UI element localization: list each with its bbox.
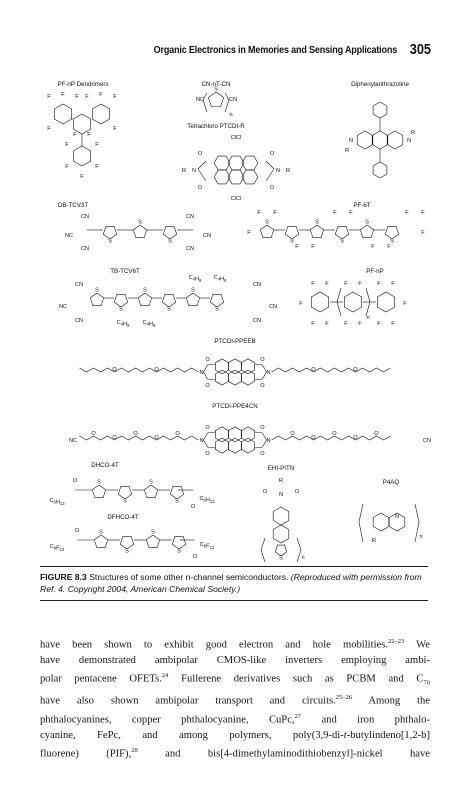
sulfur-atom: S [125, 548, 129, 555]
sulfur-atom: S [123, 498, 127, 505]
nitrile-group: NC [58, 304, 68, 310]
chlorine-atoms: ClCl [230, 196, 242, 202]
bond-line [198, 161, 206, 169]
page-header [40, 42, 431, 62]
thiophene-ring [114, 294, 127, 307]
repeat-bracket [415, 504, 419, 542]
benzene-ring [373, 162, 387, 178]
nitrogen-atom: N [348, 138, 354, 144]
r-group: R [410, 130, 416, 136]
oxygen-atom: O [154, 435, 159, 441]
body-line: have been shown to exhibit good electron and hole mobilities.$^{22-23}$ We [40, 638, 430, 651]
structure-ptcdi-ppeeb [80, 338, 391, 389]
sulfur-atom: S [177, 548, 181, 555]
oxygen-atom: O [353, 367, 358, 373]
benzene-ring [373, 102, 387, 118]
figure-caption [40, 572, 430, 595]
structure-label: DFHCO-4T [107, 514, 139, 521]
fluorine-atom: F [377, 321, 381, 327]
nitrile-group: CN [185, 214, 195, 220]
oxygen-atom: O [353, 435, 358, 441]
fluorine-atom: F [421, 230, 425, 236]
structure-cn-nt-cn [196, 81, 237, 118]
fluorine-atom: F [311, 321, 315, 327]
thiophene-ring [208, 92, 223, 107]
imide-right [254, 432, 266, 440]
nitrogen-atom: N [278, 492, 284, 498]
bond-line [198, 169, 206, 181]
thiophene-ring [144, 485, 157, 498]
structure-pf-np [299, 268, 407, 327]
sulfur-atom: S [97, 479, 101, 486]
fluorine-atom: F [371, 244, 375, 250]
fluorine-atom: F [387, 244, 391, 250]
benzene-ring [273, 507, 289, 525]
oxygen-atom: O [112, 435, 117, 441]
sulfur-atom: S [340, 238, 344, 245]
fluorine-atom: F [87, 132, 91, 138]
oxygen-atom: O [154, 367, 159, 373]
sulfur-atom: S [175, 498, 179, 505]
thiophene-ring [162, 294, 175, 307]
body-line: polar pentacene OFETs.$^{24}$ Fullerene derivatives such as PCBM and $C_{70}$ [40, 671, 430, 687]
butyl-group: $C_4H_9$ [116, 320, 130, 328]
oxygen-atom: O [290, 431, 295, 437]
sulfur-atom: S [290, 238, 294, 245]
thiophene-ring [260, 225, 273, 238]
structure-pf-np-dendrimers [47, 81, 117, 180]
oxygen-atom: O [74, 528, 80, 534]
oxygen-atom: O [190, 504, 196, 510]
benzene-ring [242, 427, 255, 442]
figure-8-3 [35, 72, 435, 564]
thiophene-ring [170, 486, 183, 499]
perfluorohexyl-group: $C_6F_{13}$ [199, 542, 215, 550]
structure-p4aq [359, 479, 423, 544]
oxygen-atom: O [269, 185, 275, 191]
fluorine-atom: F [73, 132, 77, 138]
fluorine-atom: F [257, 210, 261, 216]
structure-tb-tcv6t [59, 268, 277, 328]
imide-left [204, 440, 216, 448]
structure-label: Diphenylanthrazoline [351, 81, 409, 88]
structure-label: Tetrachloro PTCDI-R [187, 123, 245, 130]
benzene-ring [357, 131, 373, 149]
sulfur-atom: S [108, 238, 112, 245]
fluorine-atom: F [311, 281, 315, 287]
fluorine-atom: F [273, 210, 277, 216]
fluorine-atom: F [61, 92, 65, 98]
running-title: Organic Electronics in Memories and Sensing Applications [153, 44, 397, 56]
nitrogen-atom: N [199, 438, 204, 444]
structure-ptcdi-ppe4cn [69, 403, 431, 457]
nitrogen-atom: N [266, 370, 271, 376]
butyl-group: $C_4H_9$ [213, 275, 227, 283]
structure-tetrachloro-ptcdi-r [182, 123, 290, 202]
sulfur-atom: S [215, 306, 219, 313]
oxygen-atom: O [374, 431, 379, 437]
repeat-bracket [297, 538, 301, 562]
fluorine-atom: F [95, 142, 99, 148]
fluorine-atom: F [325, 321, 329, 327]
body-line: have also shown ambipolar transport and circuits.$^{25-26}$ Among the [40, 694, 431, 707]
benzene-ring [242, 370, 255, 385]
nitrile-group: CN [80, 246, 90, 252]
repeat-bracket [359, 504, 363, 542]
nitrogen-atom: N [394, 514, 400, 520]
sulfur-atom: S [119, 306, 123, 313]
benzene-ring [377, 292, 394, 312]
fluorine-atom: F [391, 281, 395, 287]
thiophene-ring [94, 535, 107, 548]
bond-line [266, 161, 274, 169]
thiophene-ring [335, 226, 348, 239]
structure-label: DB-TCV3T [57, 202, 89, 209]
thiophene-ring [90, 293, 103, 306]
thiophene-ring [186, 293, 199, 306]
sulfur-atom: S [279, 555, 283, 562]
repeat-bracket [225, 93, 229, 112]
oxygen-atom: O [260, 451, 265, 457]
oxygen-atom: O [91, 431, 96, 437]
benzene-ring [216, 427, 229, 442]
fluorine-atom: F [377, 281, 381, 287]
body-text [40, 634, 430, 761]
caption-bottom-rule [40, 600, 428, 601]
thiophene-ring [133, 225, 146, 238]
r-group: R [278, 478, 284, 484]
chlorine-atoms: ClCl [230, 135, 242, 141]
caption-top-rule [40, 566, 428, 567]
thiophene-ring [285, 226, 298, 239]
nitrile-group: NC [68, 438, 78, 444]
benzene-ring [73, 146, 90, 166]
sulfur-atom: S [365, 219, 369, 226]
structure-label: EHI-PITN [267, 465, 295, 472]
fluorine-atom: F [333, 210, 337, 216]
structure-ehi-pitn [261, 465, 305, 562]
structure-label: TB-TCV6T [110, 268, 140, 275]
thiophene-ring [360, 225, 373, 238]
fluorine-atom: F [47, 94, 51, 100]
fluorine-atom: F [65, 142, 69, 148]
oxygen-atom: O [205, 451, 210, 457]
benzene-ring [54, 104, 71, 124]
fluorine-atom: F [403, 301, 407, 307]
structure-label: PF-6T [353, 202, 371, 209]
oxygen-atom: O [260, 357, 265, 363]
thiophene-ring [103, 226, 116, 239]
fluorine-atom: F [99, 92, 103, 98]
oxygen-atom: O [269, 151, 275, 157]
structure-db-tcv3t [58, 202, 211, 252]
nitrile-group: CN [202, 233, 212, 239]
nitrile-group: CN [268, 304, 278, 310]
nitrile-group: CN [80, 214, 90, 220]
benzene-ring [216, 438, 229, 453]
nitrile-group: CN [185, 246, 195, 252]
oxygen-atom: O [260, 425, 265, 431]
fluorine-atom: F [405, 210, 409, 216]
caption-text: Structures of some other n-channel semiconductors. [89, 572, 291, 582]
fluorine-atom: F [311, 244, 315, 250]
fluorine-atom: F [75, 94, 79, 100]
hexyl-group: $C_6H_{13}$ [49, 498, 65, 506]
thiophene-ring [163, 226, 176, 239]
imide-right [254, 364, 266, 372]
oxygen-atom: O [197, 151, 203, 157]
body-line: phthalocyanines, copper phthalocyanine, CuPc,$^{27}$ and iron phthalo- [40, 713, 430, 726]
benzene-ring [92, 104, 109, 124]
benzene-ring [229, 427, 242, 442]
benzene-ring [216, 370, 229, 385]
fluorine-atom: F [85, 94, 89, 100]
thiophene-ring [310, 225, 323, 238]
sulfur-atom: S [214, 86, 218, 93]
imide-right [254, 440, 266, 448]
thiophene-ring [118, 486, 131, 499]
benzene-ring [344, 292, 361, 312]
structure-diphenylanthrazoline [345, 81, 415, 178]
structure-label: CN-nT-CN [201, 81, 231, 88]
sulfur-atom: S [167, 306, 171, 313]
nitrile-group: NC [64, 233, 74, 239]
oxygen-atom: O [311, 435, 316, 441]
body-line: have demonstrated ambipolar CMOS-like inverters employing ambi- [40, 654, 430, 666]
sulfur-atom: S [149, 479, 153, 486]
repeat-index: n [301, 555, 305, 561]
structure-dhco-4t [49, 462, 215, 510]
perfluorohexyl-group: $C_6F_{13}$ [49, 544, 65, 552]
imide-left [204, 364, 216, 372]
fluorine-atom: F [344, 321, 348, 327]
structure-pf-6t [247, 202, 425, 250]
nitrile-group: CN [422, 438, 432, 444]
nitrogen-atom: N [199, 370, 204, 376]
thiophene-ring [210, 294, 223, 307]
benzene-ring [229, 370, 242, 385]
oxygen-atom: O [112, 367, 117, 373]
fluorine-atom: F [47, 126, 51, 132]
nitrile-group: CN [228, 97, 238, 103]
thiophene-ring [172, 536, 185, 549]
chemical-structures-figure [35, 72, 435, 564]
benzene-ring [242, 359, 255, 374]
fluorine-atom: F [349, 210, 353, 216]
butyl-group: $C_4H_9$ [188, 275, 202, 283]
benzene-ring [273, 525, 289, 543]
butyl-group: $C_4H_9$ [142, 320, 156, 328]
repeat-index: n [229, 112, 233, 118]
nitrile-group: CN [252, 318, 262, 324]
nitrile-group: NC [195, 97, 205, 103]
oxygen-atom: O [294, 489, 300, 495]
thiophene-ring [385, 226, 398, 239]
repeat-index: n [366, 315, 370, 321]
thiophene-ring [146, 535, 159, 548]
oxygen-atom: O [262, 489, 268, 495]
caption-credit: (Reproduced with permission from Ref. 4. Copyright 2004, American Chemical Society.) [40, 572, 422, 594]
structure-label: PF-nP [366, 268, 384, 275]
fluorine-atom: F [358, 321, 362, 327]
oxygen-atom: O [175, 431, 180, 437]
fluorine-atom: F [80, 174, 84, 180]
sulfur-atom: S [390, 238, 394, 245]
oxygen-atom: O [133, 431, 138, 437]
hexyl-group: $C_6H_{13}$ [199, 496, 215, 504]
body-line: fluorene) (PIF),$^{28}$ and bis[4-dimethylaminodithiobenzyl]-nickel have [40, 746, 430, 760]
r-group: R [371, 538, 377, 544]
nitrile-group: CN [252, 282, 262, 288]
alkyl-chain [271, 368, 390, 372]
thiophene-ring [275, 545, 286, 556]
repeat-index: n [419, 534, 423, 540]
sulfur-atom: S [315, 219, 319, 226]
r-group: R [285, 168, 291, 174]
structure-label: PTCDI-PPE4CN [212, 403, 258, 410]
fluorine-atom: F [95, 164, 99, 170]
thiophene-ring [138, 293, 151, 306]
oxygen-atom: O [332, 431, 337, 437]
benzene-ring [242, 438, 255, 453]
oxygen-atom: O [192, 554, 198, 560]
fluorine-atom: F [247, 230, 251, 236]
alkyl-chain [80, 368, 199, 372]
benzene-ring [229, 438, 242, 453]
sulfur-atom: S [265, 219, 269, 226]
r-group: R [344, 148, 350, 154]
structure-label: DHCO-4T [91, 462, 119, 469]
nitrogen-atom: N [406, 138, 412, 144]
oxygen-atom: O [260, 383, 265, 389]
nitrile-group: CN [74, 282, 84, 288]
oxygen-atom: O [205, 425, 210, 431]
structure-label: P4AQ [382, 479, 400, 486]
nitrile-group: CN [74, 318, 84, 324]
imide-right [254, 372, 266, 380]
oxygen-atom: O [311, 367, 316, 373]
fluorine-atom: F [358, 281, 362, 287]
nitrogen-atom: N [266, 438, 271, 444]
thiophene-ring [120, 536, 133, 549]
caption-label: FIGURE 8.3 [40, 572, 87, 582]
r-group: R [181, 168, 187, 174]
benzene-ring [229, 359, 242, 374]
imide-left [204, 432, 216, 440]
oxygen-atom: O [197, 185, 203, 191]
sulfur-atom: S [138, 219, 142, 226]
fluorine-atom: F [113, 126, 117, 132]
fluorine-atom: F [325, 281, 329, 287]
fluorine-atom: F [421, 210, 425, 216]
oxygen-atom: O [205, 357, 210, 363]
sulfur-atom: S [168, 238, 172, 245]
nitrogen-atom: N [275, 168, 281, 174]
structure-label: PF-nP Dendrimers [57, 81, 109, 88]
thiophene-ring [92, 485, 105, 498]
fluorine-atom: F [391, 321, 395, 327]
fluorine-atom: F [299, 301, 303, 307]
oxygen-atom: O [72, 478, 78, 484]
repeat-bracket [203, 93, 207, 112]
alkyl-chain [80, 436, 199, 440]
imide-left [204, 372, 216, 380]
sulfur-atom: S [99, 529, 103, 536]
benzene-ring [372, 131, 388, 149]
fluorine-atom: F [295, 244, 299, 250]
benzene-ring [387, 131, 403, 149]
oxygen-atom: O [205, 383, 210, 389]
benzene-ring [373, 513, 389, 531]
sulfur-atom: S [151, 529, 155, 536]
benzene-ring [311, 292, 328, 312]
sulfur-atom: S [191, 287, 195, 294]
page-number: 305 [409, 41, 431, 58]
fluorine-atom: F [113, 94, 117, 100]
benzene-ring [73, 114, 90, 134]
nitrogen-atom: N [191, 168, 197, 174]
benzene-ring [216, 359, 229, 374]
repeat-bracket [261, 538, 265, 562]
sulfur-atom: S [143, 287, 147, 294]
body-line: cyanine, FePc, and among polymers, poly(3,9-di-t-butylindeno[1,2-b] [40, 729, 430, 741]
structure-label: PTCDI-PPEEB [214, 338, 256, 345]
fluorine-atom: F [65, 164, 69, 170]
sulfur-atom: S [95, 287, 99, 294]
fluorine-atom: F [344, 281, 348, 287]
bond-line [266, 169, 274, 181]
structure-dfhco-4t [50, 514, 215, 560]
